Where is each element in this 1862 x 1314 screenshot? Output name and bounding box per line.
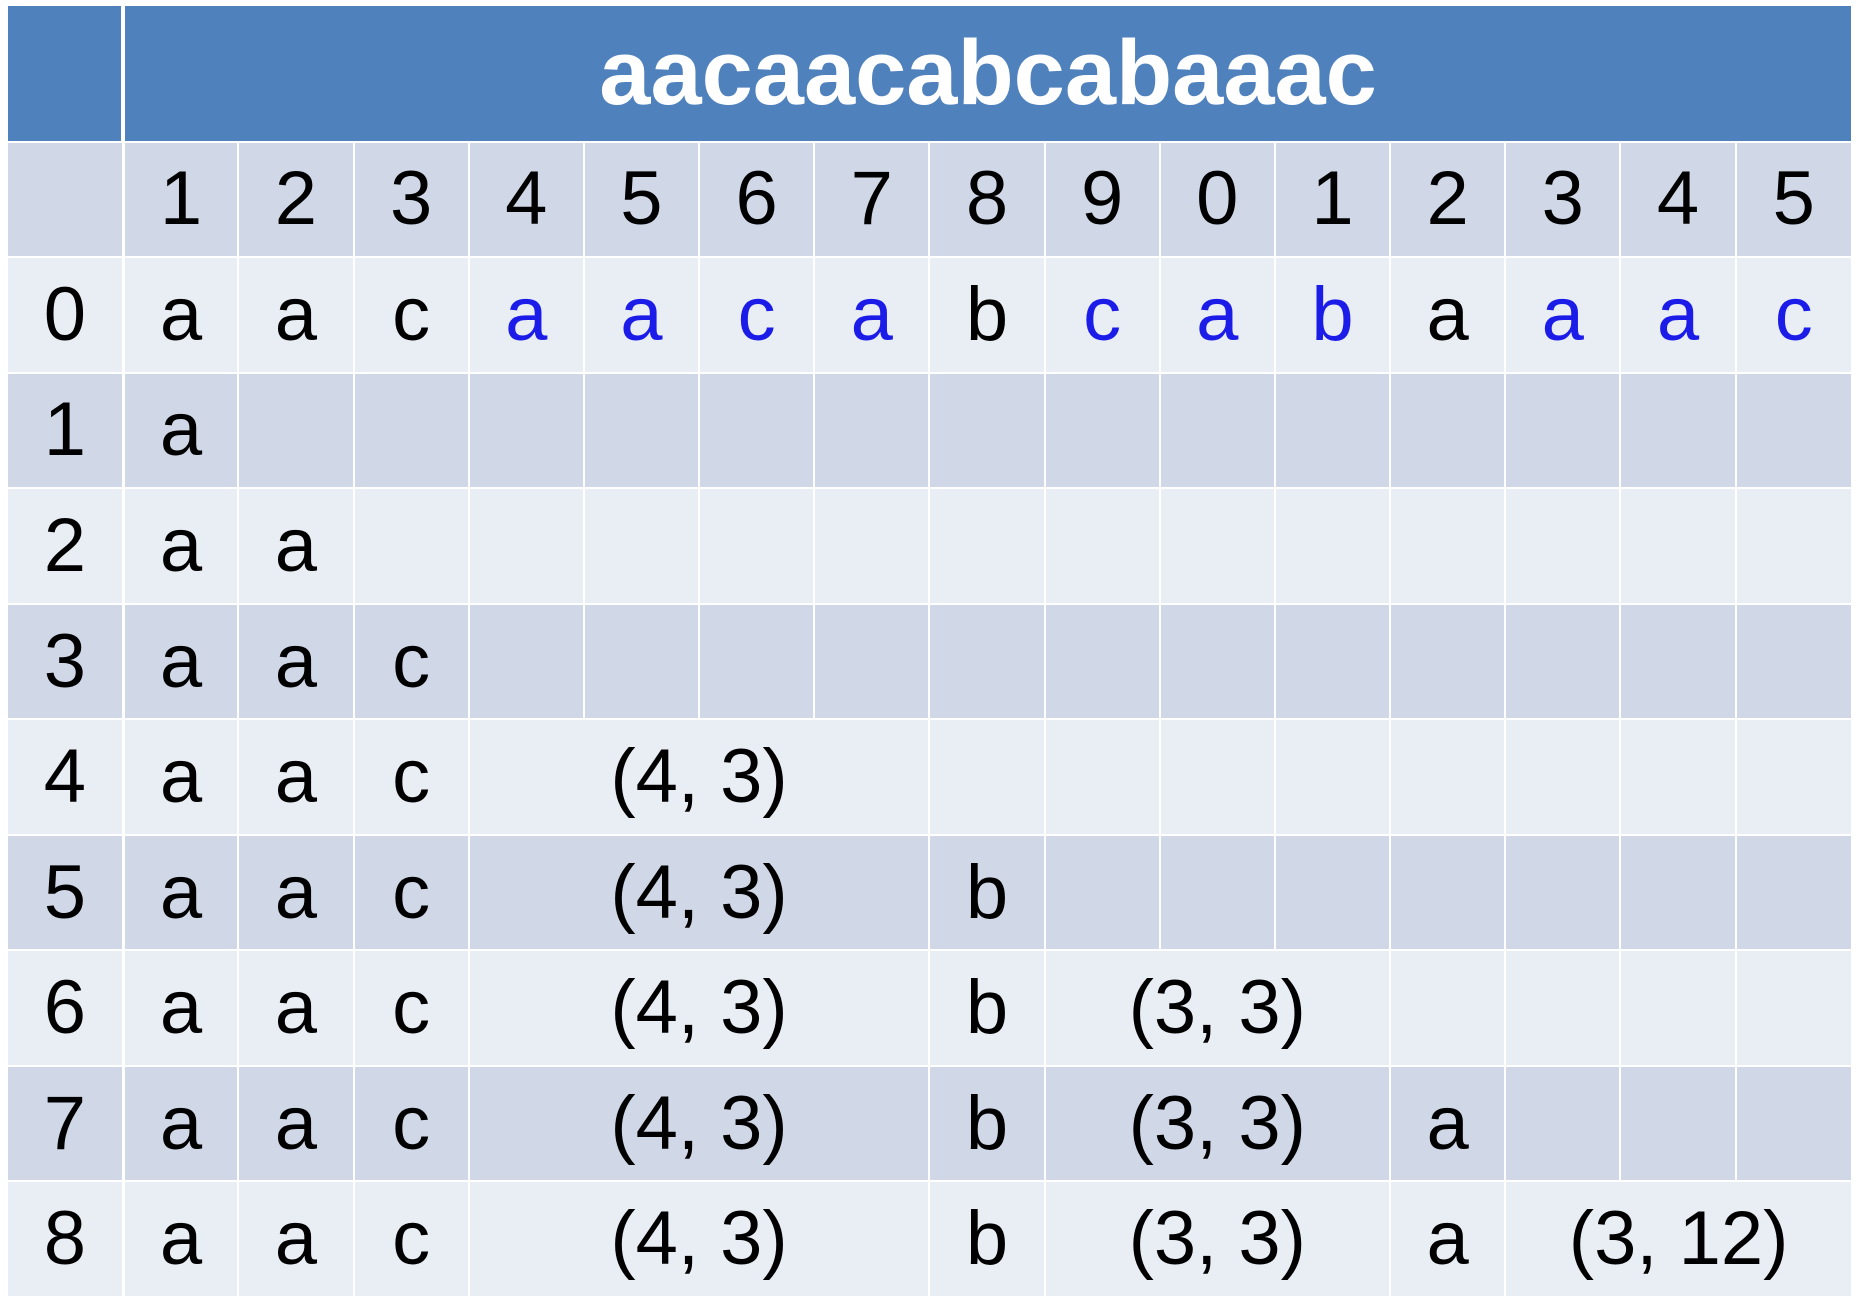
table-cell xyxy=(354,373,469,489)
table-cell: a xyxy=(1505,257,1620,373)
match-pair-cell: (4, 3) xyxy=(469,1066,930,1182)
table-cell xyxy=(1736,950,1852,1066)
lz-parsing-table xyxy=(6,4,1853,1298)
table-cell: a xyxy=(1390,257,1505,373)
row-label: 8 xyxy=(7,1181,123,1297)
table-cell xyxy=(699,604,814,720)
table-row-2 xyxy=(7,488,1852,604)
table-cell: a xyxy=(123,488,238,604)
table-cell xyxy=(1736,719,1852,835)
table-cell: a xyxy=(1390,1181,1505,1297)
table-cell xyxy=(1045,604,1160,720)
title-row xyxy=(7,5,1852,142)
column-header-3: 3 xyxy=(354,142,469,258)
table-cell xyxy=(1505,604,1620,720)
match-pair-cell: (4, 3) xyxy=(469,950,930,1066)
table-cell: a xyxy=(814,257,929,373)
table-cell xyxy=(1160,719,1275,835)
table-cell xyxy=(1390,719,1505,835)
table-cell: a xyxy=(238,257,353,373)
table-cell: b xyxy=(929,1181,1044,1297)
table-row-1 xyxy=(7,373,1852,489)
header-corner-cell xyxy=(7,142,123,258)
row-label: 4 xyxy=(7,719,123,835)
table-row-4 xyxy=(7,719,1852,835)
table-cell xyxy=(1620,1066,1735,1182)
table-cell xyxy=(1275,488,1390,604)
input-string-title: aacaacabcabaaac xyxy=(123,5,1852,142)
table-cell: a xyxy=(1390,1066,1505,1182)
table-cell: a xyxy=(123,719,238,835)
table-cell xyxy=(699,488,814,604)
table-cell: b xyxy=(929,257,1044,373)
table-cell xyxy=(1620,373,1735,489)
table-cell: b xyxy=(929,1066,1044,1182)
table-cell: a xyxy=(123,604,238,720)
table-cell: c xyxy=(699,257,814,373)
table-cell xyxy=(1736,1066,1852,1182)
table-cell xyxy=(1275,373,1390,489)
table-cell xyxy=(929,373,1044,489)
table-cell xyxy=(699,373,814,489)
table-cell: a xyxy=(238,1181,353,1297)
column-header-9: 9 xyxy=(1045,142,1160,258)
table-cell xyxy=(1620,835,1735,951)
row-label: 2 xyxy=(7,488,123,604)
table-cell xyxy=(469,373,584,489)
table-cell: a xyxy=(238,1066,353,1182)
column-header-row xyxy=(7,142,1852,258)
table-cell xyxy=(1275,604,1390,720)
table-cell xyxy=(1736,488,1852,604)
table-cell xyxy=(1505,719,1620,835)
column-header-8: 8 xyxy=(929,142,1044,258)
table-cell xyxy=(814,373,929,489)
table-cell: c xyxy=(1736,257,1852,373)
table-cell xyxy=(1045,719,1160,835)
match-pair-cell: (4, 3) xyxy=(469,719,930,835)
table-cell xyxy=(814,604,929,720)
table-cell xyxy=(1505,835,1620,951)
row-label: 1 xyxy=(7,373,123,489)
table-cell xyxy=(584,604,699,720)
column-header-15: 5 xyxy=(1736,142,1852,258)
table-cell xyxy=(1620,950,1735,1066)
table-cell: a xyxy=(123,950,238,1066)
column-header-7: 7 xyxy=(814,142,929,258)
table-cell: b xyxy=(929,950,1044,1066)
table-cell xyxy=(1275,835,1390,951)
column-header-14: 4 xyxy=(1620,142,1735,258)
table-cell: c xyxy=(354,1066,469,1182)
table-cell xyxy=(1390,488,1505,604)
table-row-5 xyxy=(7,835,1852,951)
table-cell: a xyxy=(1620,257,1735,373)
table-cell xyxy=(1736,604,1852,720)
table-cell: a xyxy=(238,835,353,951)
match-pair-cell: (3, 12) xyxy=(1505,1181,1852,1297)
row-label: 5 xyxy=(7,835,123,951)
table-cell: a xyxy=(238,950,353,1066)
row-label: 0 xyxy=(7,257,123,373)
table-cell xyxy=(1505,1066,1620,1182)
row-label: 7 xyxy=(7,1066,123,1182)
column-header-11: 1 xyxy=(1275,142,1390,258)
table-cell xyxy=(1160,835,1275,951)
table-cell xyxy=(1505,373,1620,489)
column-header-1: 1 xyxy=(123,142,238,258)
table-cell: a xyxy=(123,1181,238,1297)
match-pair-cell: (4, 3) xyxy=(469,1181,930,1297)
table-cell xyxy=(1160,488,1275,604)
column-header-6: 6 xyxy=(699,142,814,258)
table-cell: c xyxy=(354,1181,469,1297)
column-header-4: 4 xyxy=(469,142,584,258)
table-cell xyxy=(1736,835,1852,951)
column-header-2: 2 xyxy=(238,142,353,258)
column-header-5: 5 xyxy=(584,142,699,258)
table-cell: a xyxy=(584,257,699,373)
match-pair-cell: (3, 3) xyxy=(1045,1181,1391,1297)
table-cell: c xyxy=(354,719,469,835)
table-cell: c xyxy=(354,950,469,1066)
table-cell: a xyxy=(238,604,353,720)
table-cell xyxy=(1275,719,1390,835)
table-cell xyxy=(814,488,929,604)
table-cell: a xyxy=(123,1066,238,1182)
table-cell xyxy=(1045,373,1160,489)
table-cell xyxy=(1736,373,1852,489)
table-cell xyxy=(1505,950,1620,1066)
table-row-7 xyxy=(7,1066,1852,1182)
table-cell: c xyxy=(1045,257,1160,373)
table-cell xyxy=(1390,373,1505,489)
table-cell: a xyxy=(1160,257,1275,373)
table-cell: a xyxy=(469,257,584,373)
table-row-0 xyxy=(7,257,1852,373)
table-cell: c xyxy=(354,604,469,720)
table-cell xyxy=(1160,604,1275,720)
table-cell xyxy=(469,488,584,604)
table-cell xyxy=(929,488,1044,604)
table-cell: a xyxy=(123,257,238,373)
table-cell: b xyxy=(929,835,1044,951)
table-cell xyxy=(929,719,1044,835)
table-cell: c xyxy=(354,835,469,951)
column-header-13: 3 xyxy=(1505,142,1620,258)
table-cell xyxy=(1390,835,1505,951)
match-pair-cell: (3, 3) xyxy=(1045,1066,1391,1182)
table-row-3 xyxy=(7,604,1852,720)
table-cell xyxy=(584,488,699,604)
table-cell: a xyxy=(238,488,353,604)
table-cell xyxy=(469,604,584,720)
table-cell xyxy=(354,488,469,604)
row-label: 3 xyxy=(7,604,123,720)
table-cell: b xyxy=(1275,257,1390,373)
table-cell xyxy=(1620,719,1735,835)
table-cell: a xyxy=(123,835,238,951)
table-cell xyxy=(1390,604,1505,720)
table-cell: c xyxy=(354,257,469,373)
table-cell xyxy=(1390,950,1505,1066)
table-cell xyxy=(1045,835,1160,951)
table-cell xyxy=(1505,488,1620,604)
corner-cell xyxy=(7,5,123,142)
match-pair-cell: (4, 3) xyxy=(469,835,930,951)
table-cell: a xyxy=(123,373,238,489)
table-cell xyxy=(1160,373,1275,489)
table-cell: a xyxy=(238,719,353,835)
table-cell xyxy=(1045,488,1160,604)
column-header-12: 2 xyxy=(1390,142,1505,258)
table-row-8 xyxy=(7,1181,1852,1297)
match-pair-cell: (3, 3) xyxy=(1045,950,1391,1066)
table-cell xyxy=(1620,488,1735,604)
column-header-10: 0 xyxy=(1160,142,1275,258)
table-cell xyxy=(584,373,699,489)
table-cell xyxy=(929,604,1044,720)
table-row-6 xyxy=(7,950,1852,1066)
table-cell xyxy=(238,373,353,489)
row-label: 6 xyxy=(7,950,123,1066)
table-cell xyxy=(1620,604,1735,720)
